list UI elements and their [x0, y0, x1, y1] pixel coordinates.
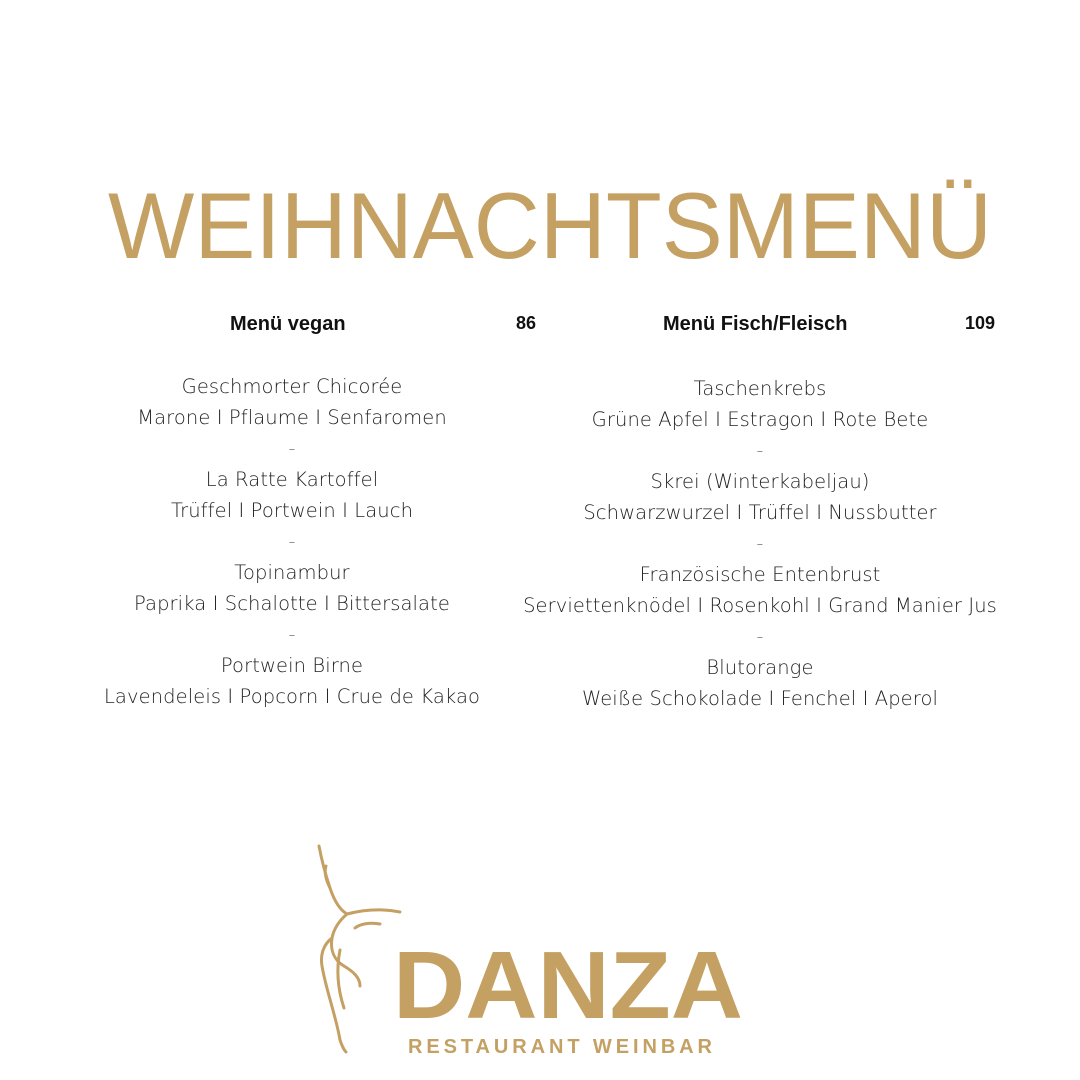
page-title	[100, 150, 1000, 270]
course-dish: Portwein Birne	[220, 654, 364, 677]
course-garnish: Lavendeleis I Popcorn I Crue de Kakao	[103, 685, 481, 708]
course-garnish: Weiße Schokolade I Fenchel I Aperol	[581, 687, 939, 710]
course-separator: -	[756, 532, 764, 555]
course-garnish: Paprika I Schalotte I Bittersalate	[134, 592, 450, 615]
menu-header	[92, 305, 537, 345]
page-title-text: WEIHNACHTSMENÜ	[108, 173, 992, 270]
menu-name: Menü Fisch/Fleisch	[663, 313, 848, 335]
dancer-silhouette-icon	[319, 846, 400, 1052]
course-garnish: Schwarzwurzel I Trüffel I Nussbutter	[583, 501, 937, 524]
course-dish: Skrei (Winterkabeljau)	[650, 470, 870, 493]
menu-price: 109	[965, 313, 996, 333]
course-separator: -	[288, 437, 296, 460]
course-dish: La Ratte Kartoffel	[205, 468, 379, 491]
course-list	[92, 371, 492, 712]
course-dish: Topinambur	[234, 561, 350, 584]
brand-tagline: RESTAURANT WEINBAR	[408, 1036, 712, 1058]
course-dish: Blutorange	[706, 656, 814, 679]
danza-logo	[300, 840, 760, 1065]
course-dish: Geschmorter Chicorée	[181, 375, 403, 398]
course-separator: -	[756, 439, 764, 462]
menu-vegan	[92, 305, 537, 712]
course-list	[520, 373, 1000, 714]
menu-header	[520, 305, 1000, 345]
menu-fisch-fleisch	[520, 305, 1000, 714]
course-separator: -	[288, 623, 296, 646]
course-garnish: Serviettenknödel I Rosenkohl I Grand Manier Jus	[523, 594, 997, 617]
menu-name: Menü vegan	[230, 313, 346, 335]
course-garnish: Grüne Apfel I Estragon I Rote Bete	[591, 408, 929, 431]
brand-name: DANZA	[393, 932, 743, 1039]
course-garnish: Trüffel I Portwein I Lauch	[170, 499, 414, 522]
menu-price: 86	[516, 313, 537, 333]
course-separator: -	[288, 530, 296, 553]
course-garnish: Marone I Pflaume I Senfaromen	[137, 406, 447, 429]
course-dish: Französische Entenbrust	[639, 563, 881, 586]
course-dish: Taschenkrebs	[693, 377, 827, 400]
course-separator: -	[756, 625, 764, 648]
